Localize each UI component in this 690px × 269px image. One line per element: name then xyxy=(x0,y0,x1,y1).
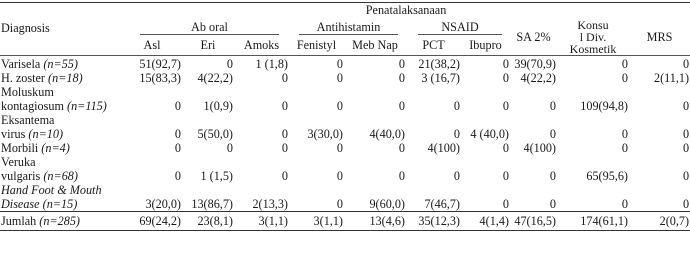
col-pct: PCT xyxy=(406,35,461,55)
table-cell: 0 xyxy=(398,57,405,71)
col-ibupro: Ibupro xyxy=(461,35,510,55)
table-cell: 65(95,6) xyxy=(586,169,628,183)
table-cell: 0 xyxy=(281,127,288,141)
sa-header: SA 2% xyxy=(510,19,557,56)
table-cell: 4(100) xyxy=(427,141,460,155)
total-cell: 3(1,1) xyxy=(234,212,289,231)
table-cell: 0 xyxy=(174,169,181,183)
table-cell: 0 xyxy=(621,71,628,85)
total-cell: 23(8,1) xyxy=(182,212,234,231)
table-cell: 109(94,8) xyxy=(580,99,628,113)
table-cell: 4(22,2) xyxy=(197,71,233,85)
penatalaksanaan-table xyxy=(0,2,690,231)
table-row-label-top xyxy=(0,155,690,169)
ab-oral-label: Ab oral xyxy=(140,20,279,35)
table-cell: 3(30,0) xyxy=(307,127,343,141)
table-cell: 0 xyxy=(502,71,509,85)
table-cell: 0 xyxy=(336,99,343,113)
total-cell: 4(1,4) xyxy=(461,212,510,231)
table-cell: 13(86,7) xyxy=(191,197,233,211)
table-row xyxy=(0,71,690,85)
table-cell: 0 xyxy=(621,127,628,141)
total-row xyxy=(0,212,690,231)
total-cell: 47(16,5) xyxy=(510,212,557,231)
table-cell: 4(22,2) xyxy=(520,71,556,85)
table-cell: 1 (1,8) xyxy=(255,57,288,71)
diagnosis-name-top: Veruka xyxy=(1,155,36,169)
table-cell: 0 xyxy=(549,99,556,113)
table-cell: 0 xyxy=(549,127,556,141)
diagnosis-name-top: Hand Foot & Mouth xyxy=(1,183,102,197)
table-row xyxy=(0,197,690,212)
table-cell: 0 xyxy=(502,99,509,113)
table-cell: 3 (16,7) xyxy=(421,71,460,85)
table-cell: 0 xyxy=(682,57,690,71)
table-cell: 0 xyxy=(336,169,343,183)
table-cell: 0 xyxy=(398,169,405,183)
table-cell: 0 xyxy=(281,71,288,85)
table-cell: 0 xyxy=(621,57,628,71)
table-cell: 1 (1,5) xyxy=(200,169,233,183)
total-cell: 69(24,2) xyxy=(122,212,182,231)
table-cell: 0 xyxy=(174,127,181,141)
diagnosis-name: H. zoster (n=18) xyxy=(1,71,83,85)
diagnosis-name-top: Moluskum xyxy=(1,85,54,99)
table-body xyxy=(0,56,690,212)
table-cell: 39(70,9) xyxy=(514,57,556,71)
table-cell: 0 xyxy=(281,99,288,113)
table-cell: 3(20,0) xyxy=(145,197,181,211)
table-cell: 0 xyxy=(502,57,509,71)
col-fenistyl: Fenistyl xyxy=(289,35,344,55)
total-cell: 13(4,6) xyxy=(344,212,406,231)
table-cell: 0 xyxy=(682,141,690,155)
diagnosis-name: Varisela (n=55) xyxy=(1,57,78,71)
table-cell: 0 xyxy=(226,57,233,71)
table-cell: 0 xyxy=(682,169,690,183)
diagnosis-name: Morbili (n=4) xyxy=(1,141,70,155)
diagnosis-header: Diagnosis xyxy=(0,3,122,56)
total-cell: 35(12,3) xyxy=(406,212,461,231)
table-cell: 0 xyxy=(336,141,343,155)
table-cell: 9(60,0) xyxy=(369,197,405,211)
col-eri: Eri xyxy=(182,35,234,55)
table-cell: 0 xyxy=(281,141,288,155)
table-cell: 0 xyxy=(336,71,343,85)
konsul-line-1: Konsu xyxy=(577,18,609,32)
table-row xyxy=(0,127,690,141)
table-cell: 0 xyxy=(621,197,628,211)
table-row xyxy=(0,141,690,155)
table-cell: 0 xyxy=(453,169,460,183)
nsaid-label: NSAID xyxy=(418,20,502,35)
table-cell: 0 xyxy=(549,197,556,211)
table-cell: 21(38,2) xyxy=(418,57,460,71)
table-cell: 4(100) xyxy=(523,141,556,155)
table-cell: 0 xyxy=(336,197,343,211)
table-cell: 0 xyxy=(682,197,690,211)
mrs-header: MRS xyxy=(629,19,690,56)
table-row-label-top xyxy=(0,113,690,127)
table-cell: 0 xyxy=(453,127,460,141)
table-cell: 4(40,0) xyxy=(369,127,405,141)
table-cell: 0 xyxy=(621,141,628,155)
total-label: Jumlah (n=285) xyxy=(0,212,122,231)
col-amoks: Amoks xyxy=(234,35,289,55)
table-row xyxy=(0,99,690,113)
table-cell: 0 xyxy=(281,169,288,183)
table-cell: 7(46,7) xyxy=(424,197,460,211)
diagnosis-name: Disease (n=15) xyxy=(1,197,78,211)
table-row xyxy=(0,169,690,183)
table-cell: 0 xyxy=(398,141,405,155)
total-cell: 3(1,1) xyxy=(289,212,344,231)
table-cell: 51(92,7) xyxy=(139,57,181,71)
penatalaksanaan-header: Penatalaksanaan xyxy=(122,3,690,20)
table-row xyxy=(0,56,690,72)
table-cell: 5(50,0) xyxy=(197,127,233,141)
konsul-line-3: Kosmetik xyxy=(569,42,617,56)
konsul-line-2: l Div. xyxy=(579,30,607,44)
diagnosis-name: vulgaris (n=68) xyxy=(1,169,78,183)
table-cell: 0 xyxy=(549,169,556,183)
konsul-header xyxy=(557,19,629,56)
table-cell: 0 xyxy=(336,57,343,71)
nsaid-group xyxy=(406,19,510,35)
table-cell: 0 xyxy=(502,197,509,211)
table-cell: 0 xyxy=(453,99,460,113)
table-cell: 0 xyxy=(682,99,690,113)
col-meb-nap: Meb Nap xyxy=(344,35,406,55)
diagnosis-name-top: Eksantema xyxy=(1,113,55,127)
diagnosis-name: kontagiosum (n=115) xyxy=(1,99,107,113)
table-cell: 0 xyxy=(682,127,690,141)
antihistamin-group xyxy=(289,19,406,35)
table-cell: 0 xyxy=(502,169,509,183)
table-cell: 4 (40,0) xyxy=(470,127,509,141)
table-cell: 0 xyxy=(398,71,405,85)
table-cell: 0 xyxy=(226,141,233,155)
col-asl: Asl xyxy=(122,35,182,55)
table-cell: 1(0,9) xyxy=(203,99,233,113)
table-cell: 2(11,1) xyxy=(653,71,690,85)
table-cell: 0 xyxy=(398,99,405,113)
total-cell: 174(61,1) xyxy=(557,212,629,231)
table-row-label-top xyxy=(0,85,690,99)
table-cell: 15(83,3) xyxy=(139,71,181,85)
table-cell: 2(13,3) xyxy=(252,197,288,211)
table-row-label-top xyxy=(0,183,690,197)
total-cell: 2(0,7) xyxy=(629,212,690,231)
ab-oral-group xyxy=(122,19,289,35)
antihistamin-label: Antihistamin xyxy=(299,20,398,35)
table-cell: 0 xyxy=(174,141,181,155)
diagnosis-name: virus (n=10) xyxy=(1,127,64,141)
table-cell: 0 xyxy=(502,141,509,155)
table-cell: 0 xyxy=(174,99,181,113)
